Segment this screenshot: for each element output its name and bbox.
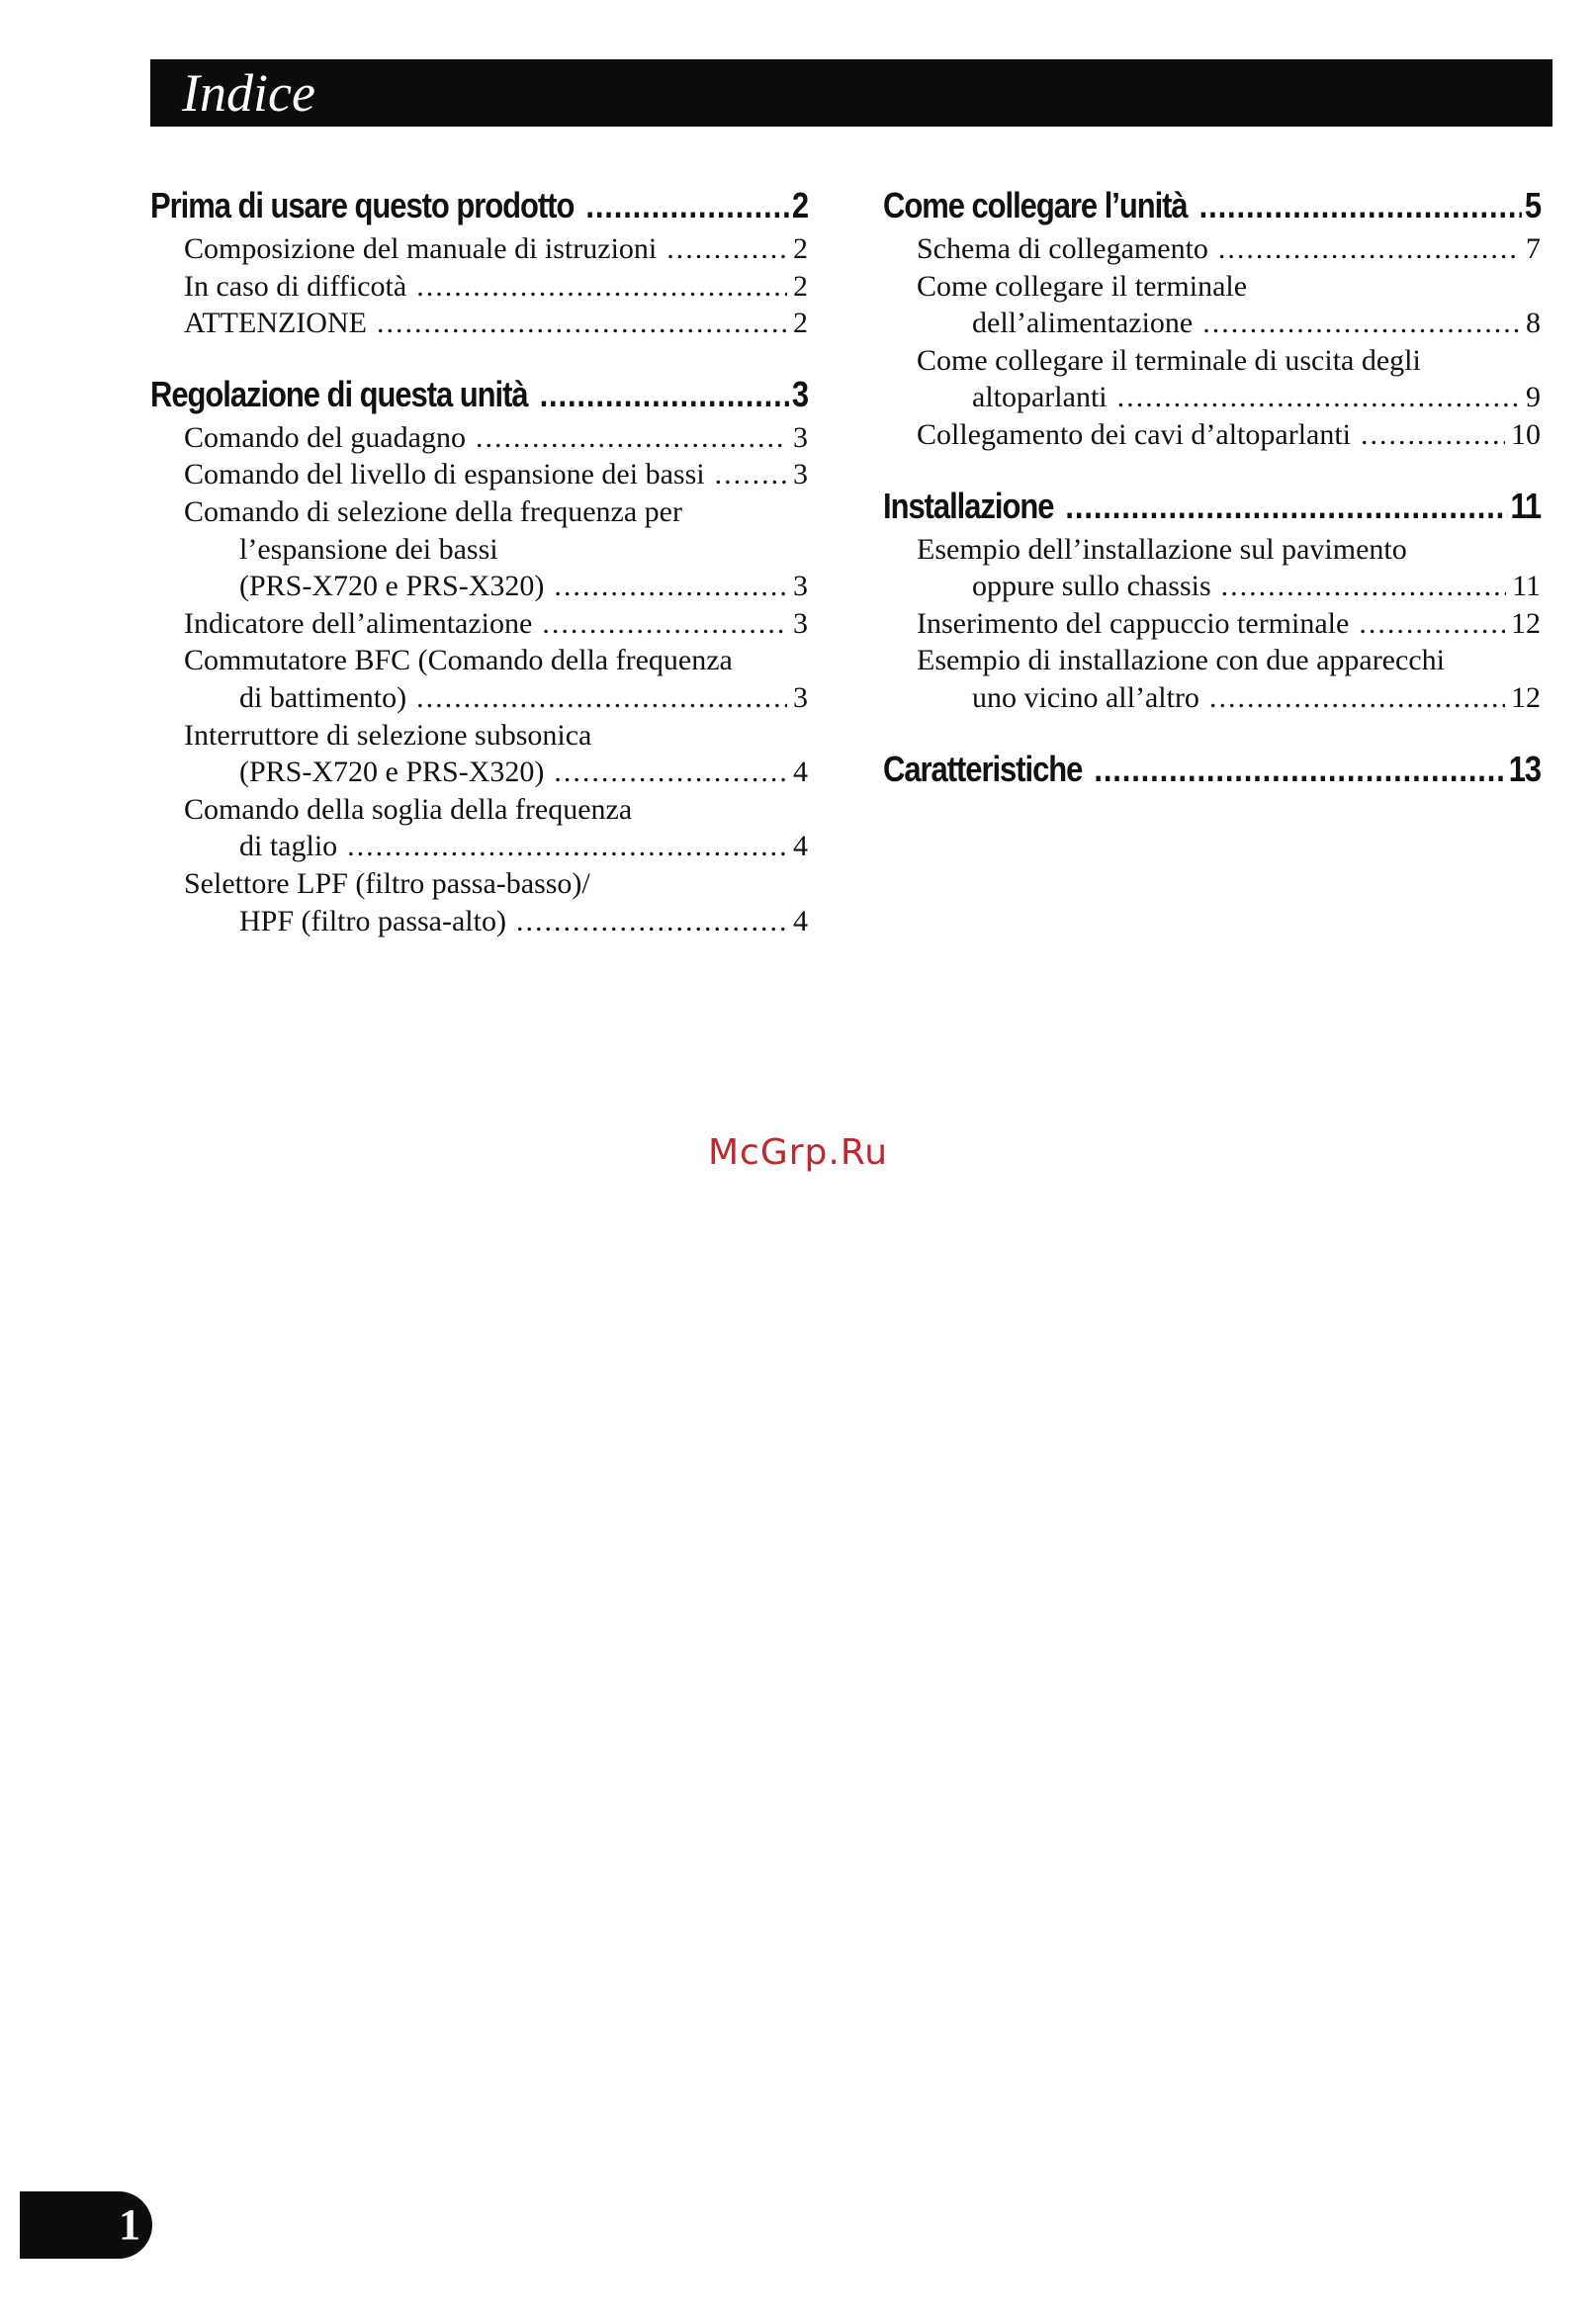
entry-page-number: 12 <box>1511 680 1541 714</box>
toc-section-heading <box>883 181 1541 230</box>
toc-entry <box>150 903 808 940</box>
dot-leader <box>1117 379 1520 416</box>
dot-leader <box>715 456 787 493</box>
section-page-number: 13 <box>1508 748 1542 789</box>
section-title: Installazione <box>883 485 1054 526</box>
entry-title: (PRS-X720 e PRS-X320) <box>239 570 545 603</box>
entry-title: Composizione del manuale di istruzioni <box>184 232 658 265</box>
toc-entry <box>883 230 1541 268</box>
toc-section <box>883 745 1541 794</box>
toc-entry <box>150 268 808 306</box>
toc-entry <box>150 305 808 342</box>
toc-section-heading <box>883 745 1541 794</box>
toc-entry-line: Come collegare il terminale <box>917 269 1248 303</box>
dot-leader <box>540 370 789 419</box>
dot-leader <box>416 679 787 717</box>
entry-page-number: 3 <box>793 420 808 454</box>
dot-leader <box>1221 568 1506 605</box>
entry-title: Indicatore dell’alimentazione <box>184 606 533 640</box>
toc-section-heading <box>150 181 808 230</box>
entry-page-number: 2 <box>793 232 808 265</box>
toc-entry <box>150 679 808 717</box>
toc-entry <box>150 605 808 643</box>
entry-page-number: 4 <box>793 830 808 863</box>
toc-entry <box>150 754 808 791</box>
dot-leader <box>377 305 787 342</box>
toc-entry <box>883 416 1541 454</box>
dot-leader <box>516 903 787 940</box>
section-title: Come collegare l’unità <box>883 185 1188 225</box>
entry-title: (PRS-X720 e PRS-X320) <box>239 756 545 789</box>
dot-leader <box>554 754 787 791</box>
dot-leader <box>416 268 787 306</box>
toc-entry-line: Comando della soglia della frequenza <box>184 792 633 826</box>
toc-entry <box>883 568 1541 605</box>
toc-entry <box>150 419 808 457</box>
entry-page-number: 3 <box>793 570 808 603</box>
entry-page-number: 8 <box>1526 307 1541 340</box>
page-number-tab <box>20 2191 152 2259</box>
entry-title: In caso di difficotà <box>184 269 407 303</box>
dot-leader <box>1209 679 1505 717</box>
dot-leader <box>1361 416 1505 454</box>
toc-entry <box>150 568 808 605</box>
section-page-number: 3 <box>791 373 809 414</box>
entry-title: oppure sullo chassis <box>972 570 1211 603</box>
dot-leader <box>585 181 788 230</box>
dot-leader <box>1094 745 1505 794</box>
entry-title: ATTENZIONE <box>184 307 367 340</box>
entry-title: Inserimento del cappuccio terminale <box>917 606 1350 640</box>
toc-entry-line: Comando di selezione della frequenza per <box>184 494 682 528</box>
entry-page-number: 7 <box>1526 232 1541 265</box>
entry-page-number: 4 <box>793 904 808 937</box>
toc-entry <box>150 456 808 493</box>
dot-leader <box>1359 605 1505 643</box>
entry-page-number: 2 <box>793 269 808 303</box>
toc-entry <box>150 230 808 268</box>
entry-title: di taglio <box>239 830 338 863</box>
toc-section-heading <box>883 482 1541 531</box>
toc-entry <box>883 679 1541 717</box>
toc-entry-line: Esempio di installazione con due apparecchi <box>917 644 1445 677</box>
entry-title: di battimento) <box>239 680 407 714</box>
entry-page-number: 3 <box>793 458 808 491</box>
section-title: Caratteristiche <box>883 748 1083 789</box>
toc-entry-line: Commutatore BFC (Comando della frequenza <box>184 644 733 677</box>
entry-title: altoparlanti <box>972 381 1108 414</box>
dot-leader <box>1202 305 1520 342</box>
dot-leader <box>1065 482 1507 531</box>
dot-leader <box>1199 181 1522 230</box>
page-title: Indice <box>182 63 315 123</box>
entry-title: dell’alimentazione <box>972 307 1194 340</box>
toc-entry-line: l’espansione dei bassi <box>239 532 498 566</box>
toc-entry <box>883 605 1541 643</box>
entry-title: Comando del livello di espansione dei bassi <box>184 458 705 491</box>
dot-leader <box>666 230 787 268</box>
entry-page-number: 12 <box>1511 606 1541 640</box>
dot-leader <box>554 568 787 605</box>
dot-leader <box>1218 230 1520 268</box>
toc-left-column <box>150 181 808 967</box>
section-page-number: 5 <box>1524 185 1542 225</box>
toc-section <box>150 181 808 342</box>
entry-page-number: 3 <box>793 606 808 640</box>
title-bar <box>150 59 1552 127</box>
toc-section <box>883 482 1541 717</box>
dot-leader <box>347 828 787 865</box>
entry-title: Schema di collegamento <box>917 232 1208 265</box>
toc-section-heading <box>150 370 808 419</box>
toc-right-column <box>883 181 1541 822</box>
section-title: Prima di usare questo prodotto <box>150 185 575 225</box>
section-title: Regolazione di questa unità <box>150 373 528 414</box>
toc-entry-line: Interruttore di selezione subsonica <box>184 718 592 752</box>
entry-page-number: 11 <box>1512 570 1541 603</box>
page-number: 1 <box>119 2200 140 2249</box>
entry-title: uno vicino all’altro <box>972 680 1199 714</box>
entry-page-number: 9 <box>1526 381 1541 414</box>
dot-leader <box>542 605 787 643</box>
entry-title: HPF (filtro passa-alto) <box>239 904 506 937</box>
toc-entry-line: Esempio dell’installazione sul pavimento <box>917 532 1407 566</box>
toc-section <box>883 181 1541 454</box>
toc-section <box>150 370 808 939</box>
entry-page-number: 3 <box>793 680 808 714</box>
entry-page-number: 4 <box>793 756 808 789</box>
entry-title: Comando del guadagno <box>184 420 466 454</box>
toc-entry <box>150 828 808 865</box>
entry-page-number: 10 <box>1511 417 1541 451</box>
toc-entry-line: Come collegare il terminale di uscita degli <box>917 343 1421 377</box>
section-page-number: 11 <box>1510 485 1542 526</box>
toc-entry <box>883 305 1541 342</box>
toc-entry <box>883 379 1541 416</box>
entry-title: Collegamento dei cavi d’altoparlanti <box>917 417 1352 451</box>
section-page-number: 2 <box>791 185 809 225</box>
watermark: McGrp.Ru <box>707 1132 889 1173</box>
toc-entry-line: Selettore LPF (filtro passa-basso)/ <box>184 866 590 900</box>
dot-leader <box>476 419 787 457</box>
entry-page-number: 2 <box>793 307 808 340</box>
